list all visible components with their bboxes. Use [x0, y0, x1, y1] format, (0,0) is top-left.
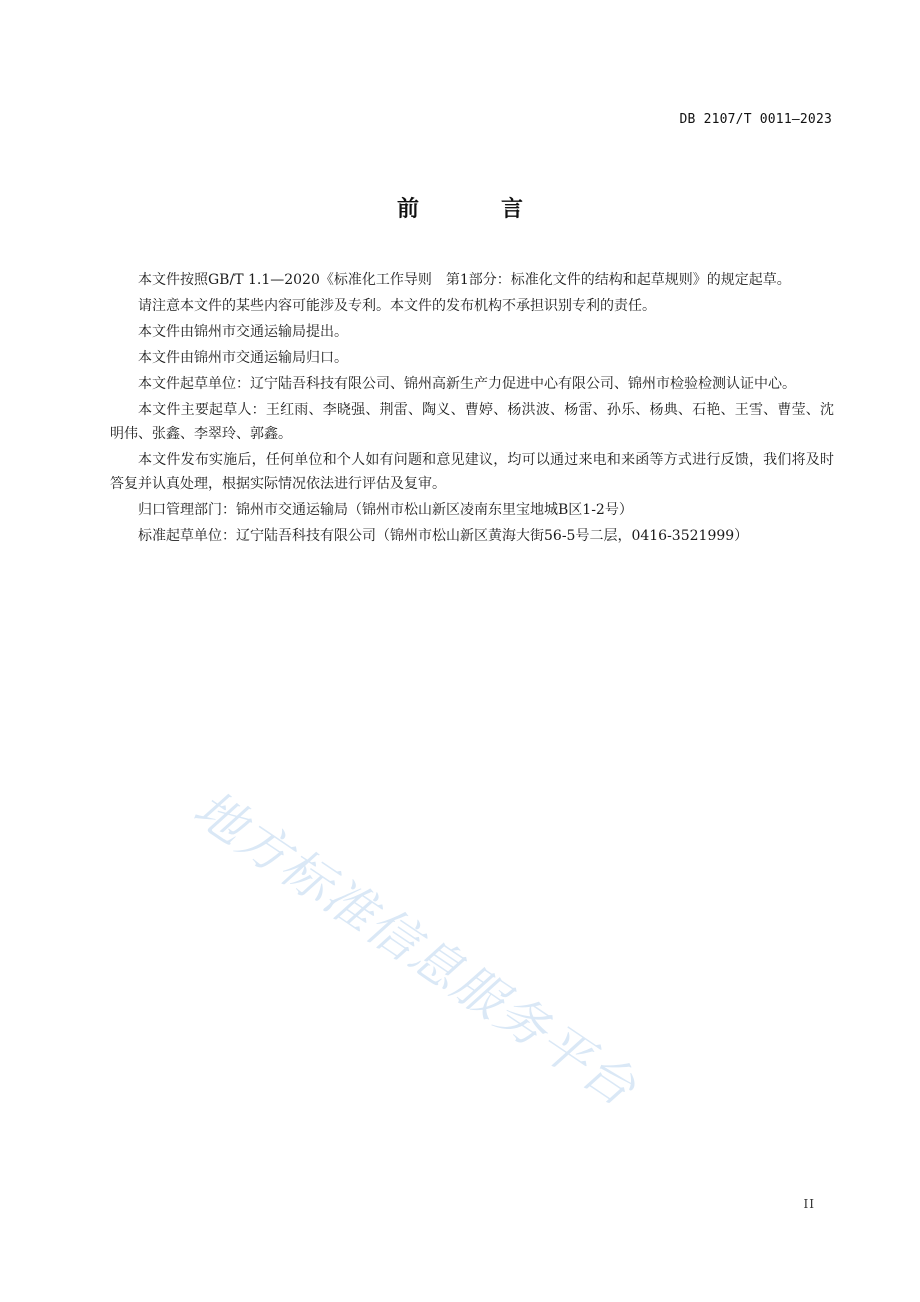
paragraph-patent-notice: 请注意本文件的某些内容可能涉及专利。本文件的发布机构不承担识别专利的责任。	[138, 298, 656, 314]
document-code: DB 2107/T 0011—2023	[679, 112, 832, 127]
page-title: 前 言	[396, 197, 553, 222]
paragraph-centralized-by: 本文件由锦州市交通运输局归口。	[138, 350, 348, 366]
paragraph-drafters: 本文件主要起草人：王红雨、李晓强、荆雷、陶义、曹婷、杨洪波、杨雷、孙乐、杨典、石艳、王雪、曹莹、沈明伟、张鑫、李翠玲、郭鑫。	[110, 402, 834, 442]
page-number: II	[803, 1197, 815, 1211]
paragraph-drafting-unit-contact: 标准起草单位：辽宁陆吾科技有限公司（锦州市松山新区黄海大街56-5号二层，0416-3521999）	[138, 528, 749, 544]
paragraph-management-department: 归口管理部门：锦州市交通运输局（锦州市松山新区凌南东里宝地城B区1-2号）	[138, 502, 633, 518]
paragraph-feedback: 本文件发布实施后，任何单位和个人如有问题和意见建议，均可以通过来电和来函等方式进行反馈，我们将及时答复并认真处理，根据实际情况依法进行评估及复审。	[110, 452, 834, 492]
paragraph-drafting-rules: 本文件按照GB/T 1.1—2020《标准化工作导则 第1部分：标准化文件的结构和起草规则》的规定起草。	[138, 272, 791, 288]
paragraph-proposed-by: 本文件由锦州市交通运输局提出。	[138, 324, 348, 340]
foreword-body	[110, 268, 834, 550]
watermark: 地方标准信息服务平台	[183, 779, 647, 1118]
paragraph-drafting-units: 本文件起草单位：辽宁陆吾科技有限公司、锦州高新生产力促进中心有限公司、锦州市检验检测认证中心。	[138, 376, 796, 392]
